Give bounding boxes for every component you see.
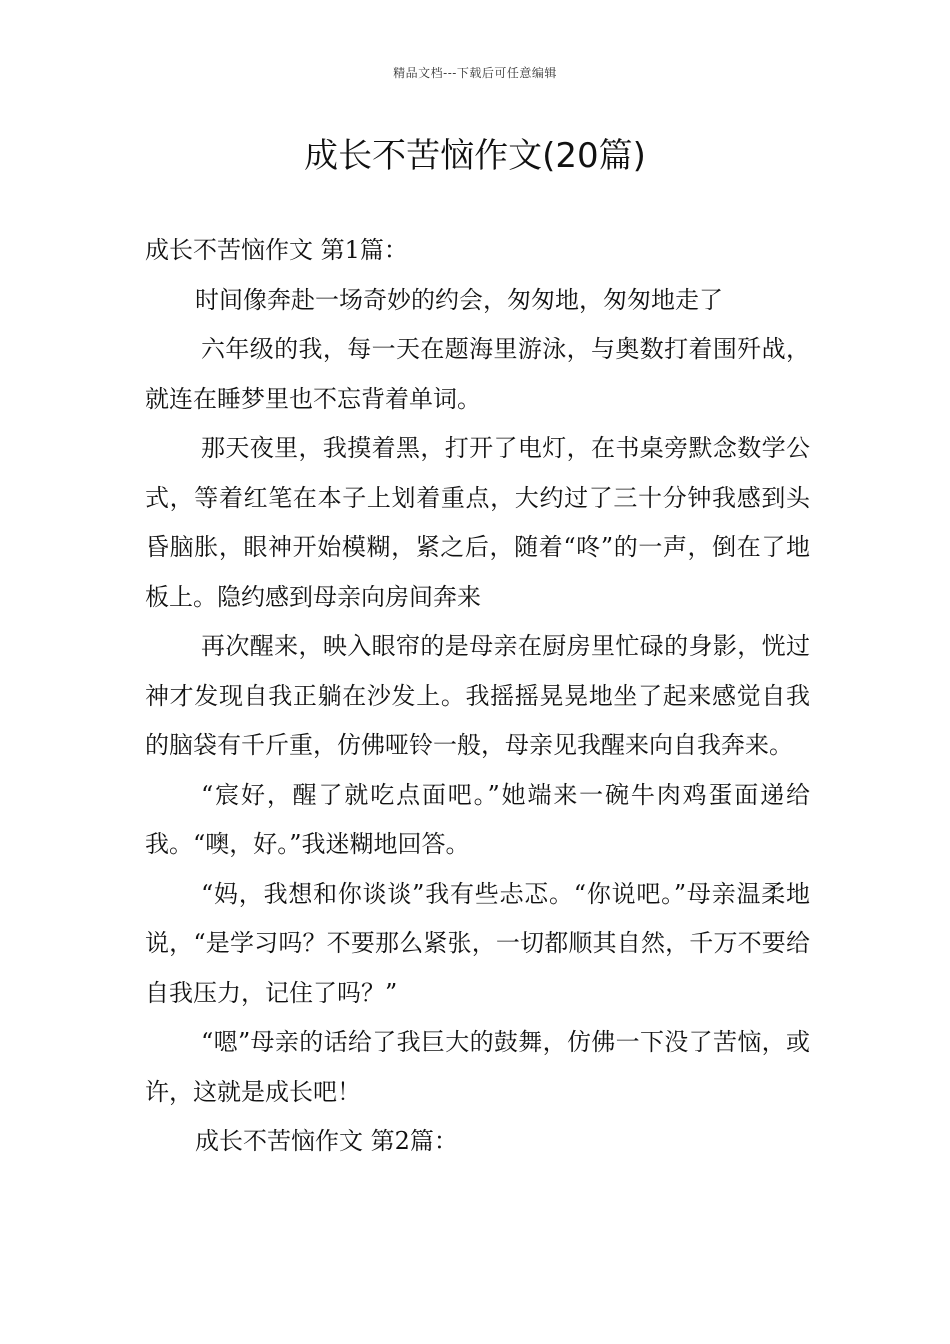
section-heading-2: 成长不苦恼作文 第2篇： bbox=[195, 1127, 458, 1155]
paragraph: “嗯”母亲的话给了我巨大的鼓舞，仿佛一下没了苦恼，或许，这就是成长吧！ bbox=[145, 1028, 810, 1106]
document-body bbox=[145, 226, 810, 1167]
header-note: 精品文档---下载后可任意编辑 bbox=[393, 66, 557, 80]
document-title: 成长不苦恼作文(20篇) bbox=[304, 136, 646, 176]
paragraph: 那天夜里，我摸着黑，打开了电灯，在书桌旁默念数学公式，等着红笔在本子上划着重点，大约过了三十分钟我感到头昏脑胀，眼神开始模糊，紧之后，随着“咚”的一声，倒在了地板上。隐约感到母亲向房间奔来 bbox=[145, 434, 810, 611]
paragraph: “宸好，醒了就吃点面吧。”她端来一碗牛肉鸡蛋面递给我。“噢，好。”我迷糊地回答。 bbox=[145, 780, 810, 858]
paragraph: 时间像奔赴一场奇妙的约会，匆匆地，匆匆地走了 bbox=[195, 285, 723, 314]
paragraph: 六年级的我，每一天在题海里游泳，与奥数打着围歼战，就连在睡梦里也不忘背着单词。 bbox=[145, 335, 810, 413]
section-heading-1: 成长不苦恼作文 第1篇： bbox=[145, 236, 408, 264]
paragraph: 再次醒来，映入眼帘的是母亲在厨房里忙碌的身影，恍过神才发现自我正躺在沙发上。我摇摇晃晃地坐了起来感觉自我的脑袋有千斤重，仿佛哑铃一般，母亲见我醒来向自我奔来。 bbox=[145, 632, 810, 759]
paragraph: “妈，我想和你谈谈”我有些忐忑。“你说吧。”母亲温柔地说，“是学习吗？不要那么紧张，一切都顺其自然，千万不要给自我压力，记住了吗？” bbox=[145, 879, 810, 1007]
